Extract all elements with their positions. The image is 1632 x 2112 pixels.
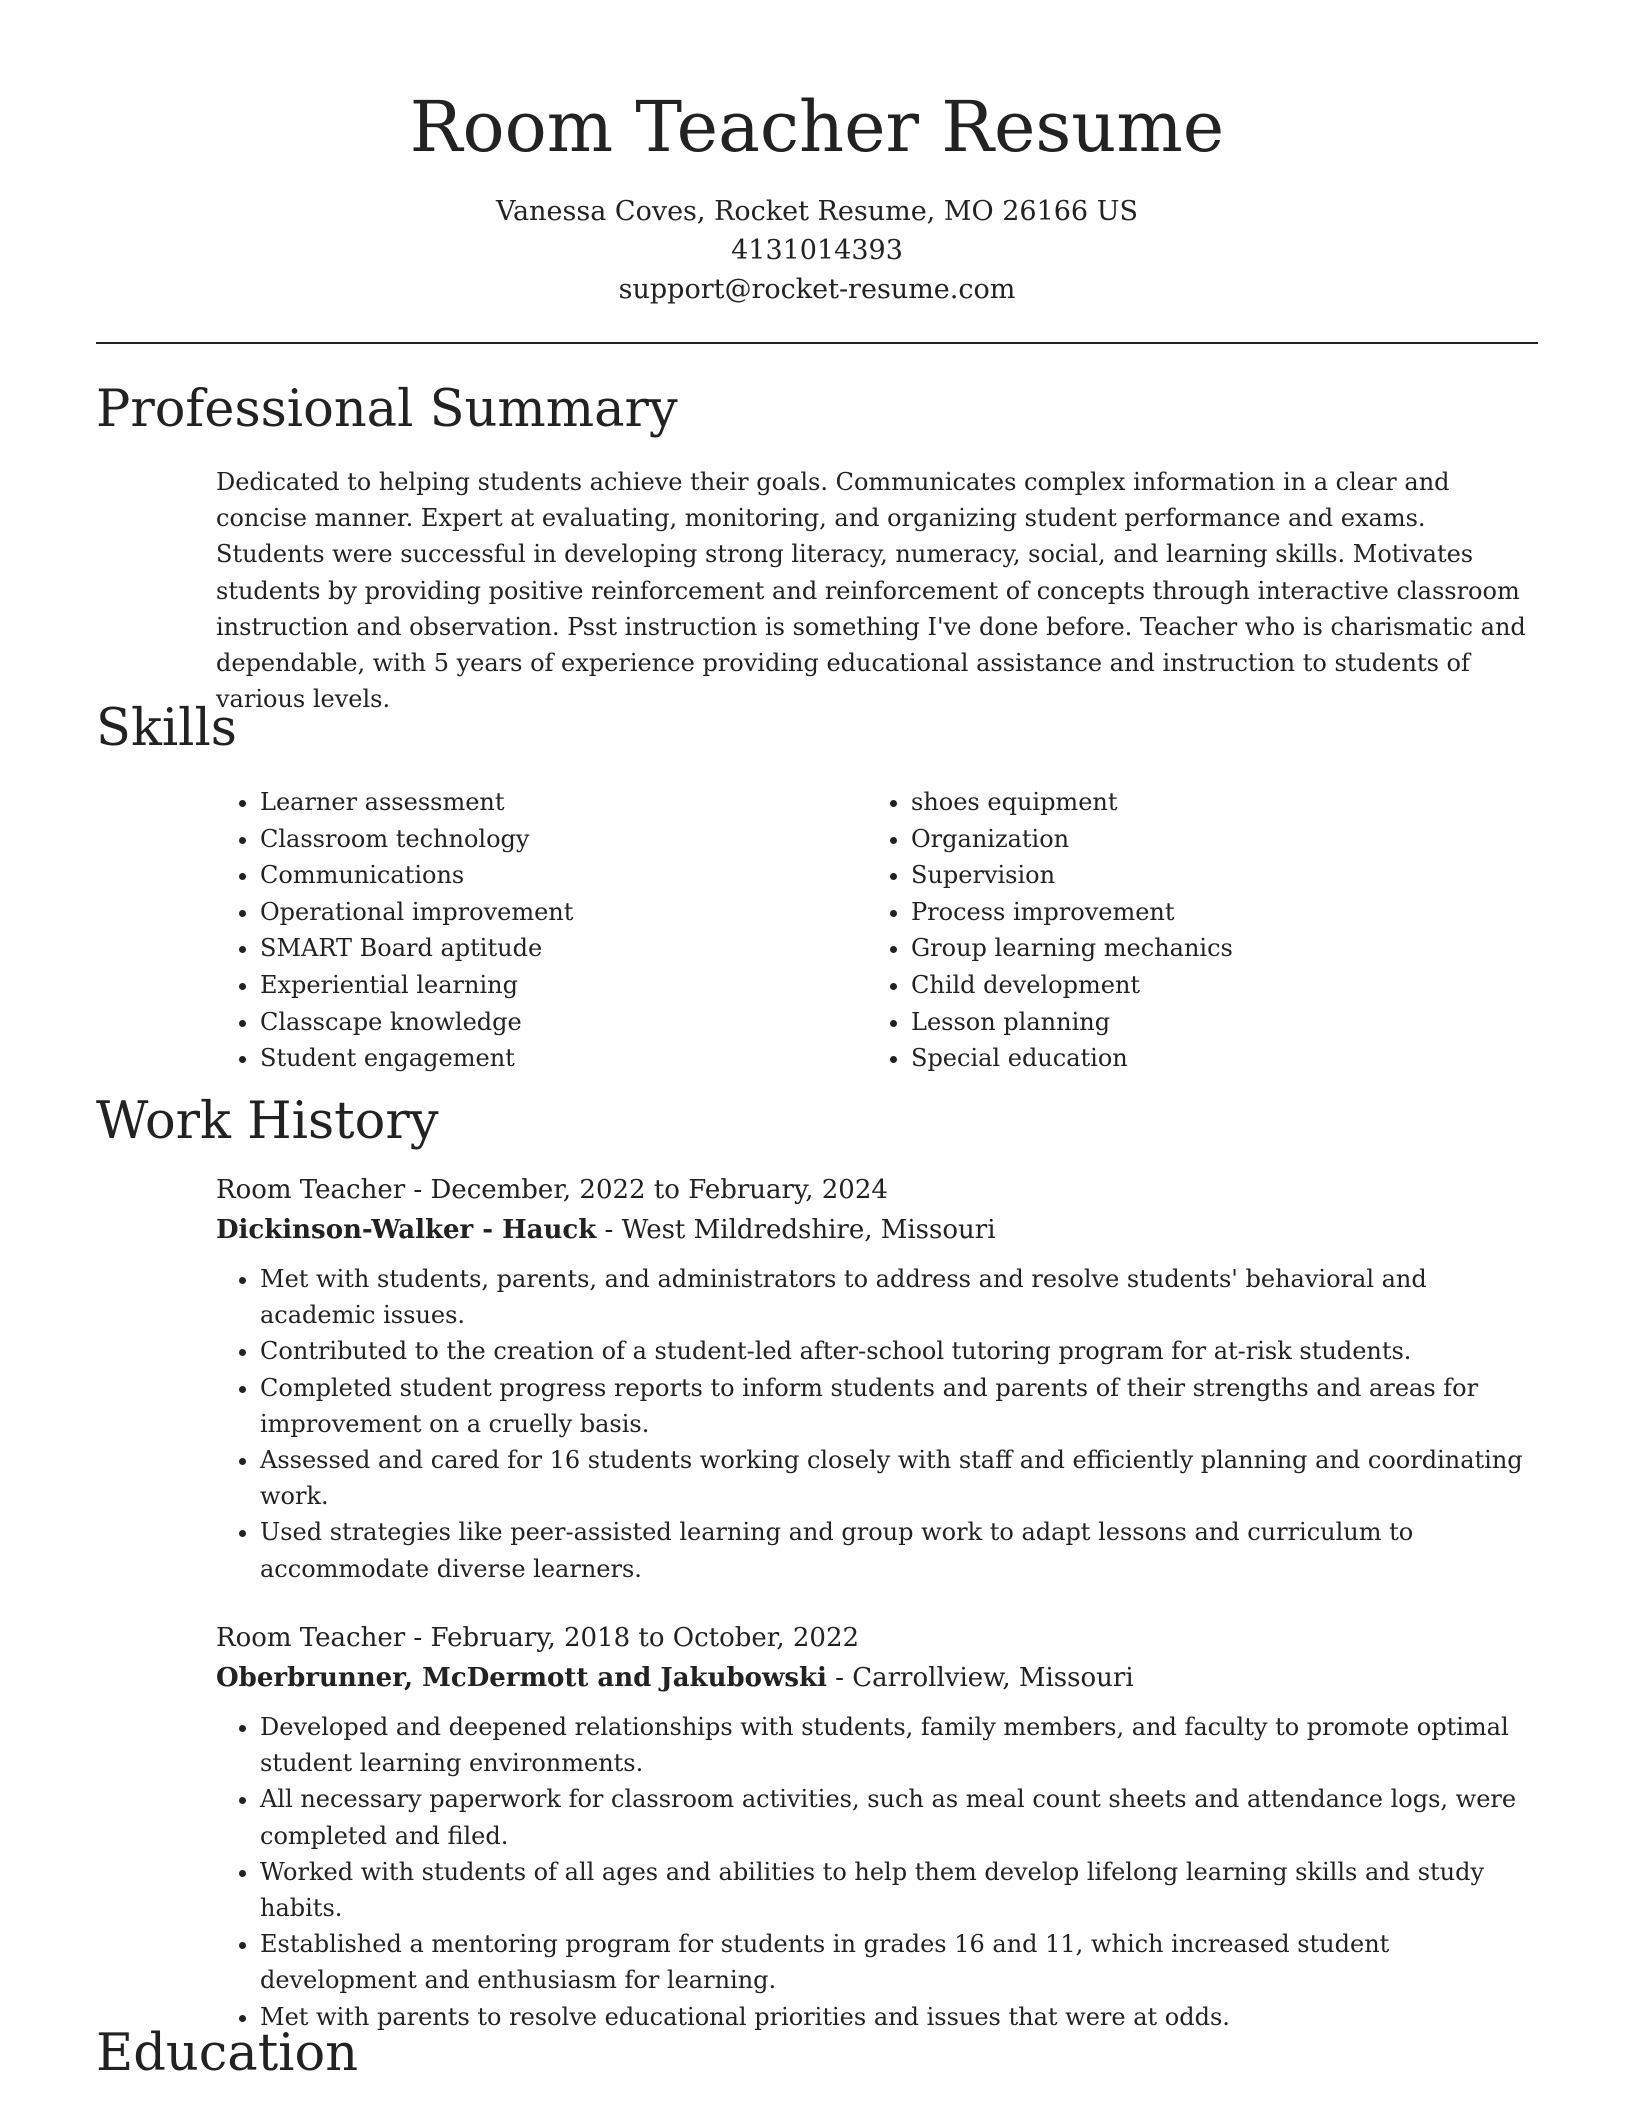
duty-item: • Assessed and cared for 16 students working closely with staff and efficiently planning and coordinating work. <box>260 1442 1538 1514</box>
job-duties <box>216 1709 1538 2035</box>
skill-item: • Special education <box>911 1040 1518 1077</box>
skill-item: • Supervision <box>911 857 1518 894</box>
skill-item: • Lesson planning <box>911 1004 1518 1041</box>
skill-item: • Process improvement <box>911 894 1518 931</box>
skills-column-right <box>867 784 1518 1077</box>
job-dates: - December, 2022 to February, 2024 <box>405 1175 888 1205</box>
education-heading: Education <box>96 2024 359 2083</box>
skill-item: • Child development <box>911 967 1518 1004</box>
duty-item: • Established a mentoring program for students in grades 16 and 11, which increased student development and enthusiasm for learning. <box>260 1926 1538 1998</box>
job-title-line <box>216 1618 1538 1658</box>
job-location: - West Mildredshire, Missouri <box>596 1215 996 1245</box>
skill-item: • SMART Board aptitude <box>260 930 867 967</box>
skills-heading: Skills <box>96 699 237 758</box>
duty-item: • Developed and deepened relationships with students, family members, and faculty to promote optimal student learning environments. <box>260 1709 1538 1781</box>
skill-item: • Group learning mechanics <box>911 930 1518 967</box>
summary-text: Dedicated to helping students achieve their goals. Communicates complex information in a clear and concise manner. Expert at evaluating, monitoring, and organizing student performance and exams. Students were successful in developing strong literacy, numeracy, social, and learning skills. Motivates students by providing positive reinforcement and reinforcement of concepts through interactive classroom instruction and observation. Psst instruction is something I've done before. Teacher who is charismatic and dependable, with 5 years of experience providing educational assistance and instruction to students of various levels. <box>216 468 1526 714</box>
job-location: - Carrollview, Missouri <box>826 1663 1134 1693</box>
header-divider <box>96 342 1538 344</box>
skill-item: • Experiential learning <box>260 967 867 1004</box>
job-title: Room Teacher <box>216 1623 406 1653</box>
duty-item: • Met with students, parents, and administrators to address and resolve students' behavioral and academic issues. <box>260 1261 1538 1333</box>
job-title-line <box>216 1170 1538 1210</box>
job-duties <box>216 1261 1538 1587</box>
job-company-line <box>216 1658 1538 1698</box>
job-company: Dickinson-Walker - Hauck <box>216 1215 597 1245</box>
contact-address: Vanessa Coves, Rocket Resume, MO 26166 US <box>496 196 1138 227</box>
job-entry <box>216 1618 1538 2035</box>
work-history-heading: Work History <box>96 1092 439 1151</box>
contact-info <box>96 192 1538 309</box>
duty-item: • Used strategies like peer-assisted learning and group work to adapt lessons and curriculum to accommodate diverse learners. <box>260 1514 1538 1586</box>
contact-email: support@rocket-resume.com <box>618 274 1016 305</box>
duty-item: • Met with parents to resolve educational priorities and issues that were at odds. <box>260 1999 1538 2035</box>
skill-item: • Classcape knowledge <box>260 1004 867 1041</box>
job-dates: - February, 2018 to October, 2022 <box>405 1623 860 1653</box>
skills-list <box>216 784 1538 1077</box>
summary-heading: Professional Summary <box>96 380 678 439</box>
duty-item: • All necessary paperwork for classroom activities, such as meal count sheets and attendance logs, were completed and filed. <box>260 1781 1538 1853</box>
skill-item: • Organization <box>911 821 1518 858</box>
contact-phone: 4131014393 <box>731 235 903 266</box>
skill-item: • Communications <box>260 857 867 894</box>
skill-item: • Student engagement <box>260 1040 867 1077</box>
job-company-line <box>216 1210 1538 1250</box>
skill-item: • shoes equipment <box>911 784 1518 821</box>
skills-column-left <box>216 784 867 1077</box>
job-company: Oberbrunner, McDermott and Jakubowski <box>216 1663 827 1693</box>
duty-item: • Worked with students of all ages and abilities to help them develop lifelong learning skills and study habits. <box>260 1854 1538 1926</box>
duty-item: • Completed student progress reports to inform students and parents of their strengths and areas for improvement on a cruelly basis. <box>260 1370 1538 1442</box>
skill-item: • Learner assessment <box>260 784 867 821</box>
job-title: Room Teacher <box>216 1175 406 1205</box>
job-entry <box>216 1170 1538 1587</box>
resume-title: Room Teacher Resume <box>409 86 1225 168</box>
skill-item: • Classroom technology <box>260 821 867 858</box>
skill-item: • Operational improvement <box>260 894 867 931</box>
duty-item: • Contributed to the creation of a student-led after-school tutoring program for at-risk students. <box>260 1333 1538 1369</box>
